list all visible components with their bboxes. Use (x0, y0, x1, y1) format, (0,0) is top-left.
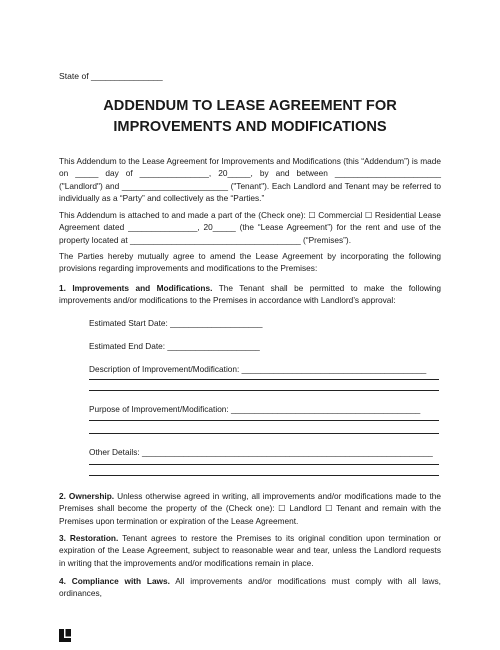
section-1-paragraph (59, 282, 441, 307)
purpose-line-3 (89, 433, 439, 434)
other-details-line-2 (89, 464, 439, 465)
section-1-text: The Tenant shall be permitted to make the following improvements and/or modifications to the Premises in accordance with Landlord’s approval: (59, 283, 441, 306)
title-line-2: IMPROVEMENTS AND MODIFICATIONS (113, 119, 387, 135)
section-4-heading: 4. Compliance with Laws. (59, 576, 170, 586)
section-3-heading: 3. Restoration. (59, 533, 119, 543)
section-1-heading: 1. Improvements and Modifications. (59, 283, 213, 293)
end-date-field: Estimated End Date: ____________________ (89, 341, 260, 351)
purpose-field: Purpose of Improvement/Modification: _________________________________________ (89, 404, 421, 414)
intro-paragraph-3: The Parties hereby mutually agree to amend the Lease Agreement by incorporating the following provisions regarding improvements and modifications to the Premises: (59, 251, 441, 274)
start-date-field: Estimated Start Date: ____________________ (89, 318, 263, 328)
section-3-text: Tenant agrees to restore the Premises to its original condition upon termination or expiration of the Lease Agreement, subject to reasonable wear and tear, unless the Landlord requests in writing that the improvements and/or modifications remain in place. (59, 533, 441, 568)
description-line-3 (89, 390, 439, 391)
title-line-1: ADDENDUM TO LEASE AGREEMENT FOR (103, 98, 397, 114)
intro-paragraph-1: This Addendum to the Lease Agreement for Improvements and Modifications (this “Addendum”) is made on _____ day of _______________, 20_____, by and between _______________________ ("Landlord") and _______________________ ("Tenant"). Each Landlord and Tenant may be referred to individually as a “Party” and collectively as the “Parties.” (59, 156, 441, 204)
intro-paragraph-2: This Addendum is attached to and made a part of the (Check one): ☐ Commercial ☐ Residential Lease Agreement dated _______________, 20_____ (the “Lease Agreement”) for the rent and use of the property located at _____________________________________ (“Premises”). (59, 210, 441, 245)
other-details-line-3 (89, 475, 439, 476)
document-title (0, 96, 500, 138)
other-details-field: Other Details: _______________________________________________________________ (89, 447, 433, 457)
section-2-text: Unless otherwise agreed in writing, all improvements and/or modifications made to the Premises shall become the property of the (Check one): ☐ Landlord ☐ Tenant and remain with the Premises upon termination or expiration of the Lease Agreement. (59, 491, 441, 526)
state-line: State of _______________ (59, 71, 163, 81)
brand-logo-icon (59, 629, 71, 642)
description-field: Description of Improvement/Modification: ________________________________________ (89, 364, 427, 374)
description-line-2 (89, 379, 439, 380)
section-2-paragraph (59, 490, 441, 527)
purpose-line-2 (89, 420, 439, 421)
section-2-heading: 2. Ownership. (59, 491, 115, 501)
section-4-text: All improvements and/or modifications must comply with all laws, ordinances, (59, 576, 441, 599)
section-4-paragraph (59, 575, 441, 600)
section-3-paragraph (59, 532, 441, 569)
